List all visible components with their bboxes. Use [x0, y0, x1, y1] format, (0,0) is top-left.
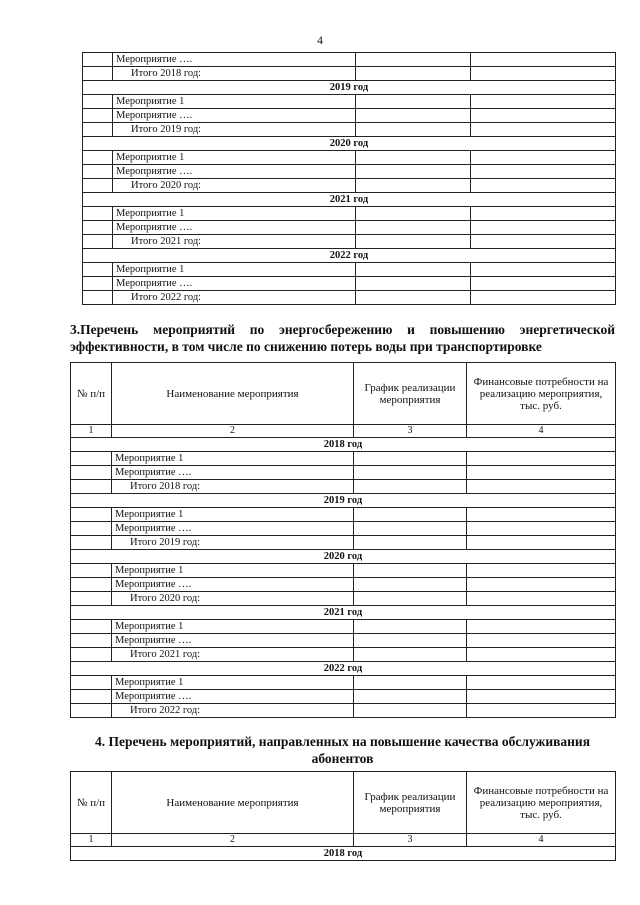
schedule-cell	[354, 592, 467, 606]
financial-cell	[471, 95, 616, 109]
number-cell	[71, 480, 112, 494]
section-3-heading: 3.Перечень мероприятий по энергосбережению и повышению энергетической эффективности, в том числе по снижению потерь воды при транспортировке	[70, 322, 615, 354]
total-row	[71, 592, 616, 606]
column-number: 3	[354, 834, 467, 847]
number-cell	[83, 67, 113, 81]
header-number: № п/п	[71, 772, 112, 834]
table-row	[71, 452, 616, 466]
financial-cell	[471, 165, 616, 179]
table-row	[83, 95, 616, 109]
schedule-cell	[356, 53, 471, 67]
table-row	[83, 109, 616, 123]
number-cell	[71, 564, 112, 578]
year-row	[71, 494, 616, 508]
year-heading: 2022 год	[71, 662, 616, 676]
number-cell	[83, 109, 113, 123]
table-row	[71, 620, 616, 634]
financial-cell	[467, 648, 616, 662]
year-heading: 2018 год	[71, 847, 616, 861]
column-number: 4	[467, 834, 616, 847]
table-row	[83, 207, 616, 221]
schedule-cell	[356, 67, 471, 81]
year-row	[83, 137, 616, 151]
year-heading: 2021 год	[71, 606, 616, 620]
year-row	[71, 606, 616, 620]
schedule-cell	[356, 207, 471, 221]
number-cell	[83, 95, 113, 109]
measure-name: Мероприятие 1	[113, 95, 356, 109]
table-row	[71, 634, 616, 648]
year-heading: 2019 год	[71, 494, 616, 508]
schedule-cell	[356, 179, 471, 193]
number-cell	[83, 179, 113, 193]
number-cell	[71, 620, 112, 634]
number-cell	[83, 277, 113, 291]
total-label: Итого 2020 год:	[113, 179, 356, 193]
table-row	[71, 508, 616, 522]
table-row	[83, 221, 616, 235]
number-cell	[83, 123, 113, 137]
schedule-cell	[356, 291, 471, 305]
measure-name: Мероприятие ….	[113, 277, 356, 291]
financial-cell	[467, 676, 616, 690]
measure-name: Мероприятие 1	[113, 263, 356, 277]
schedule-cell	[354, 452, 467, 466]
schedule-cell	[354, 480, 467, 494]
total-row	[71, 480, 616, 494]
financial-cell	[471, 53, 616, 67]
total-row	[83, 235, 616, 249]
schedule-cell	[354, 536, 467, 550]
total-label: Итого 2019 год:	[112, 536, 354, 550]
measure-name: Мероприятие ….	[112, 578, 354, 592]
number-cell	[71, 592, 112, 606]
year-heading: 2018 год	[71, 438, 616, 452]
measure-name: Мероприятие 1	[112, 508, 354, 522]
financial-cell	[467, 690, 616, 704]
financial-cell	[467, 466, 616, 480]
table-row	[71, 690, 616, 704]
number-cell	[71, 508, 112, 522]
year-row	[71, 550, 616, 564]
number-cell	[71, 522, 112, 536]
schedule-cell	[354, 620, 467, 634]
table-row	[83, 277, 616, 291]
table-row	[83, 263, 616, 277]
number-cell	[71, 536, 112, 550]
financial-cell	[471, 235, 616, 249]
year-heading: 2020 год	[83, 137, 616, 151]
table-row	[71, 564, 616, 578]
financial-cell	[471, 109, 616, 123]
total-row	[83, 123, 616, 137]
financial-cell	[467, 620, 616, 634]
number-cell	[83, 53, 113, 67]
header-financial-needs: Финансовые потребности на реализацию мероприятия, тыс. руб.	[467, 772, 616, 834]
year-row	[71, 438, 616, 452]
number-cell	[83, 165, 113, 179]
total-label: Итого 2018 год:	[112, 480, 354, 494]
header-schedule: График реализации мероприятия	[354, 363, 467, 425]
year-heading: 2022 год	[83, 249, 616, 263]
column-number: 3	[354, 425, 467, 438]
total-label: Итого 2018 год:	[113, 67, 356, 81]
number-cell	[71, 648, 112, 662]
measure-name: Мероприятие ….	[112, 690, 354, 704]
number-cell	[83, 151, 113, 165]
header-number: № п/п	[71, 363, 112, 425]
schedule-cell	[356, 221, 471, 235]
total-label: Итого 2021 год:	[113, 235, 356, 249]
financial-cell	[467, 536, 616, 550]
financial-cell	[471, 67, 616, 81]
schedule-cell	[356, 263, 471, 277]
schedule-cell	[356, 277, 471, 291]
table-row	[83, 151, 616, 165]
measure-name: Мероприятие 1	[113, 151, 356, 165]
total-row	[83, 179, 616, 193]
financial-cell	[471, 263, 616, 277]
service-quality-measures-table	[70, 771, 616, 861]
financial-cell	[471, 207, 616, 221]
year-heading: 2021 год	[83, 193, 616, 207]
measure-name: Мероприятие 1	[112, 452, 354, 466]
financial-cell	[467, 522, 616, 536]
financial-cell	[467, 578, 616, 592]
number-cell	[71, 690, 112, 704]
column-number: 1	[71, 834, 112, 847]
number-cell	[71, 704, 112, 718]
total-row	[71, 536, 616, 550]
schedule-cell	[354, 508, 467, 522]
measure-name: Мероприятие ….	[113, 53, 356, 67]
number-cell	[83, 207, 113, 221]
measure-name: Мероприятие ….	[112, 634, 354, 648]
total-row	[83, 67, 616, 81]
page-number: 4	[317, 33, 323, 47]
financial-cell	[467, 564, 616, 578]
total-row	[71, 648, 616, 662]
schedule-cell	[354, 522, 467, 536]
total-row	[83, 291, 616, 305]
schedule-cell	[354, 648, 467, 662]
schedule-cell	[354, 578, 467, 592]
total-label: Итого 2021 год:	[112, 648, 354, 662]
column-number: 1	[71, 425, 112, 438]
year-heading: 2019 год	[83, 81, 616, 95]
measure-name: Мероприятие 1	[113, 207, 356, 221]
header-schedule: График реализации мероприятия	[354, 772, 467, 834]
financial-cell	[467, 592, 616, 606]
measure-name: Мероприятие 1	[112, 676, 354, 690]
measure-name: Мероприятие ….	[112, 466, 354, 480]
financial-cell	[467, 508, 616, 522]
header-financial-needs: Финансовые потребности на реализацию мероприятия, тыс. руб.	[467, 363, 616, 425]
measure-name: Мероприятие 1	[112, 620, 354, 634]
schedule-cell	[354, 690, 467, 704]
number-cell	[83, 263, 113, 277]
table-row	[71, 578, 616, 592]
year-row	[83, 249, 616, 263]
schedule-cell	[354, 704, 467, 718]
financial-cell	[471, 291, 616, 305]
table-row	[83, 165, 616, 179]
schedule-cell	[354, 676, 467, 690]
total-label: Итого 2020 год:	[112, 592, 354, 606]
energy-saving-measures-table	[70, 362, 616, 718]
year-row	[71, 847, 616, 861]
financial-cell	[471, 123, 616, 137]
table-row	[71, 522, 616, 536]
table-row	[83, 53, 616, 67]
schedule-cell	[356, 95, 471, 109]
financial-cell	[467, 480, 616, 494]
number-cell	[83, 221, 113, 235]
number-cell	[71, 676, 112, 690]
column-number: 2	[112, 425, 354, 438]
table-row	[71, 676, 616, 690]
financial-cell	[471, 221, 616, 235]
total-row	[71, 704, 616, 718]
year-heading: 2020 год	[71, 550, 616, 564]
financial-cell	[467, 634, 616, 648]
schedule-cell	[356, 123, 471, 137]
header-measure-name: Наименование мероприятия	[112, 363, 354, 425]
financial-cell	[471, 277, 616, 291]
schedule-cell	[356, 109, 471, 123]
measure-name: Мероприятие 1	[112, 564, 354, 578]
total-label: Итого 2019 год:	[113, 123, 356, 137]
table-row	[71, 466, 616, 480]
schedule-cell	[356, 165, 471, 179]
schedule-cell	[354, 564, 467, 578]
measure-name: Мероприятие ….	[112, 522, 354, 536]
number-cell	[71, 634, 112, 648]
number-cell	[83, 291, 113, 305]
number-cell	[71, 466, 112, 480]
column-number: 2	[112, 834, 354, 847]
number-cell	[71, 578, 112, 592]
measure-name: Мероприятие ….	[113, 109, 356, 123]
financial-cell	[467, 452, 616, 466]
measures-table-continued	[82, 52, 616, 305]
financial-cell	[467, 704, 616, 718]
measure-name: Мероприятие ….	[113, 165, 356, 179]
section-4-heading: 4. Перечень мероприятий, направленных на повышение качества обслуживания абонентов	[94, 734, 591, 766]
schedule-cell	[354, 634, 467, 648]
measure-name: Мероприятие ….	[113, 221, 356, 235]
schedule-cell	[356, 235, 471, 249]
year-row	[71, 662, 616, 676]
total-label: Итого 2022 год:	[113, 291, 356, 305]
header-measure-name: Наименование мероприятия	[112, 772, 354, 834]
total-label: Итого 2022 год:	[112, 704, 354, 718]
schedule-cell	[354, 466, 467, 480]
financial-cell	[471, 151, 616, 165]
number-cell	[71, 452, 112, 466]
year-row	[83, 193, 616, 207]
financial-cell	[471, 179, 616, 193]
column-number: 4	[467, 425, 616, 438]
number-cell	[83, 235, 113, 249]
schedule-cell	[356, 151, 471, 165]
year-row	[83, 81, 616, 95]
